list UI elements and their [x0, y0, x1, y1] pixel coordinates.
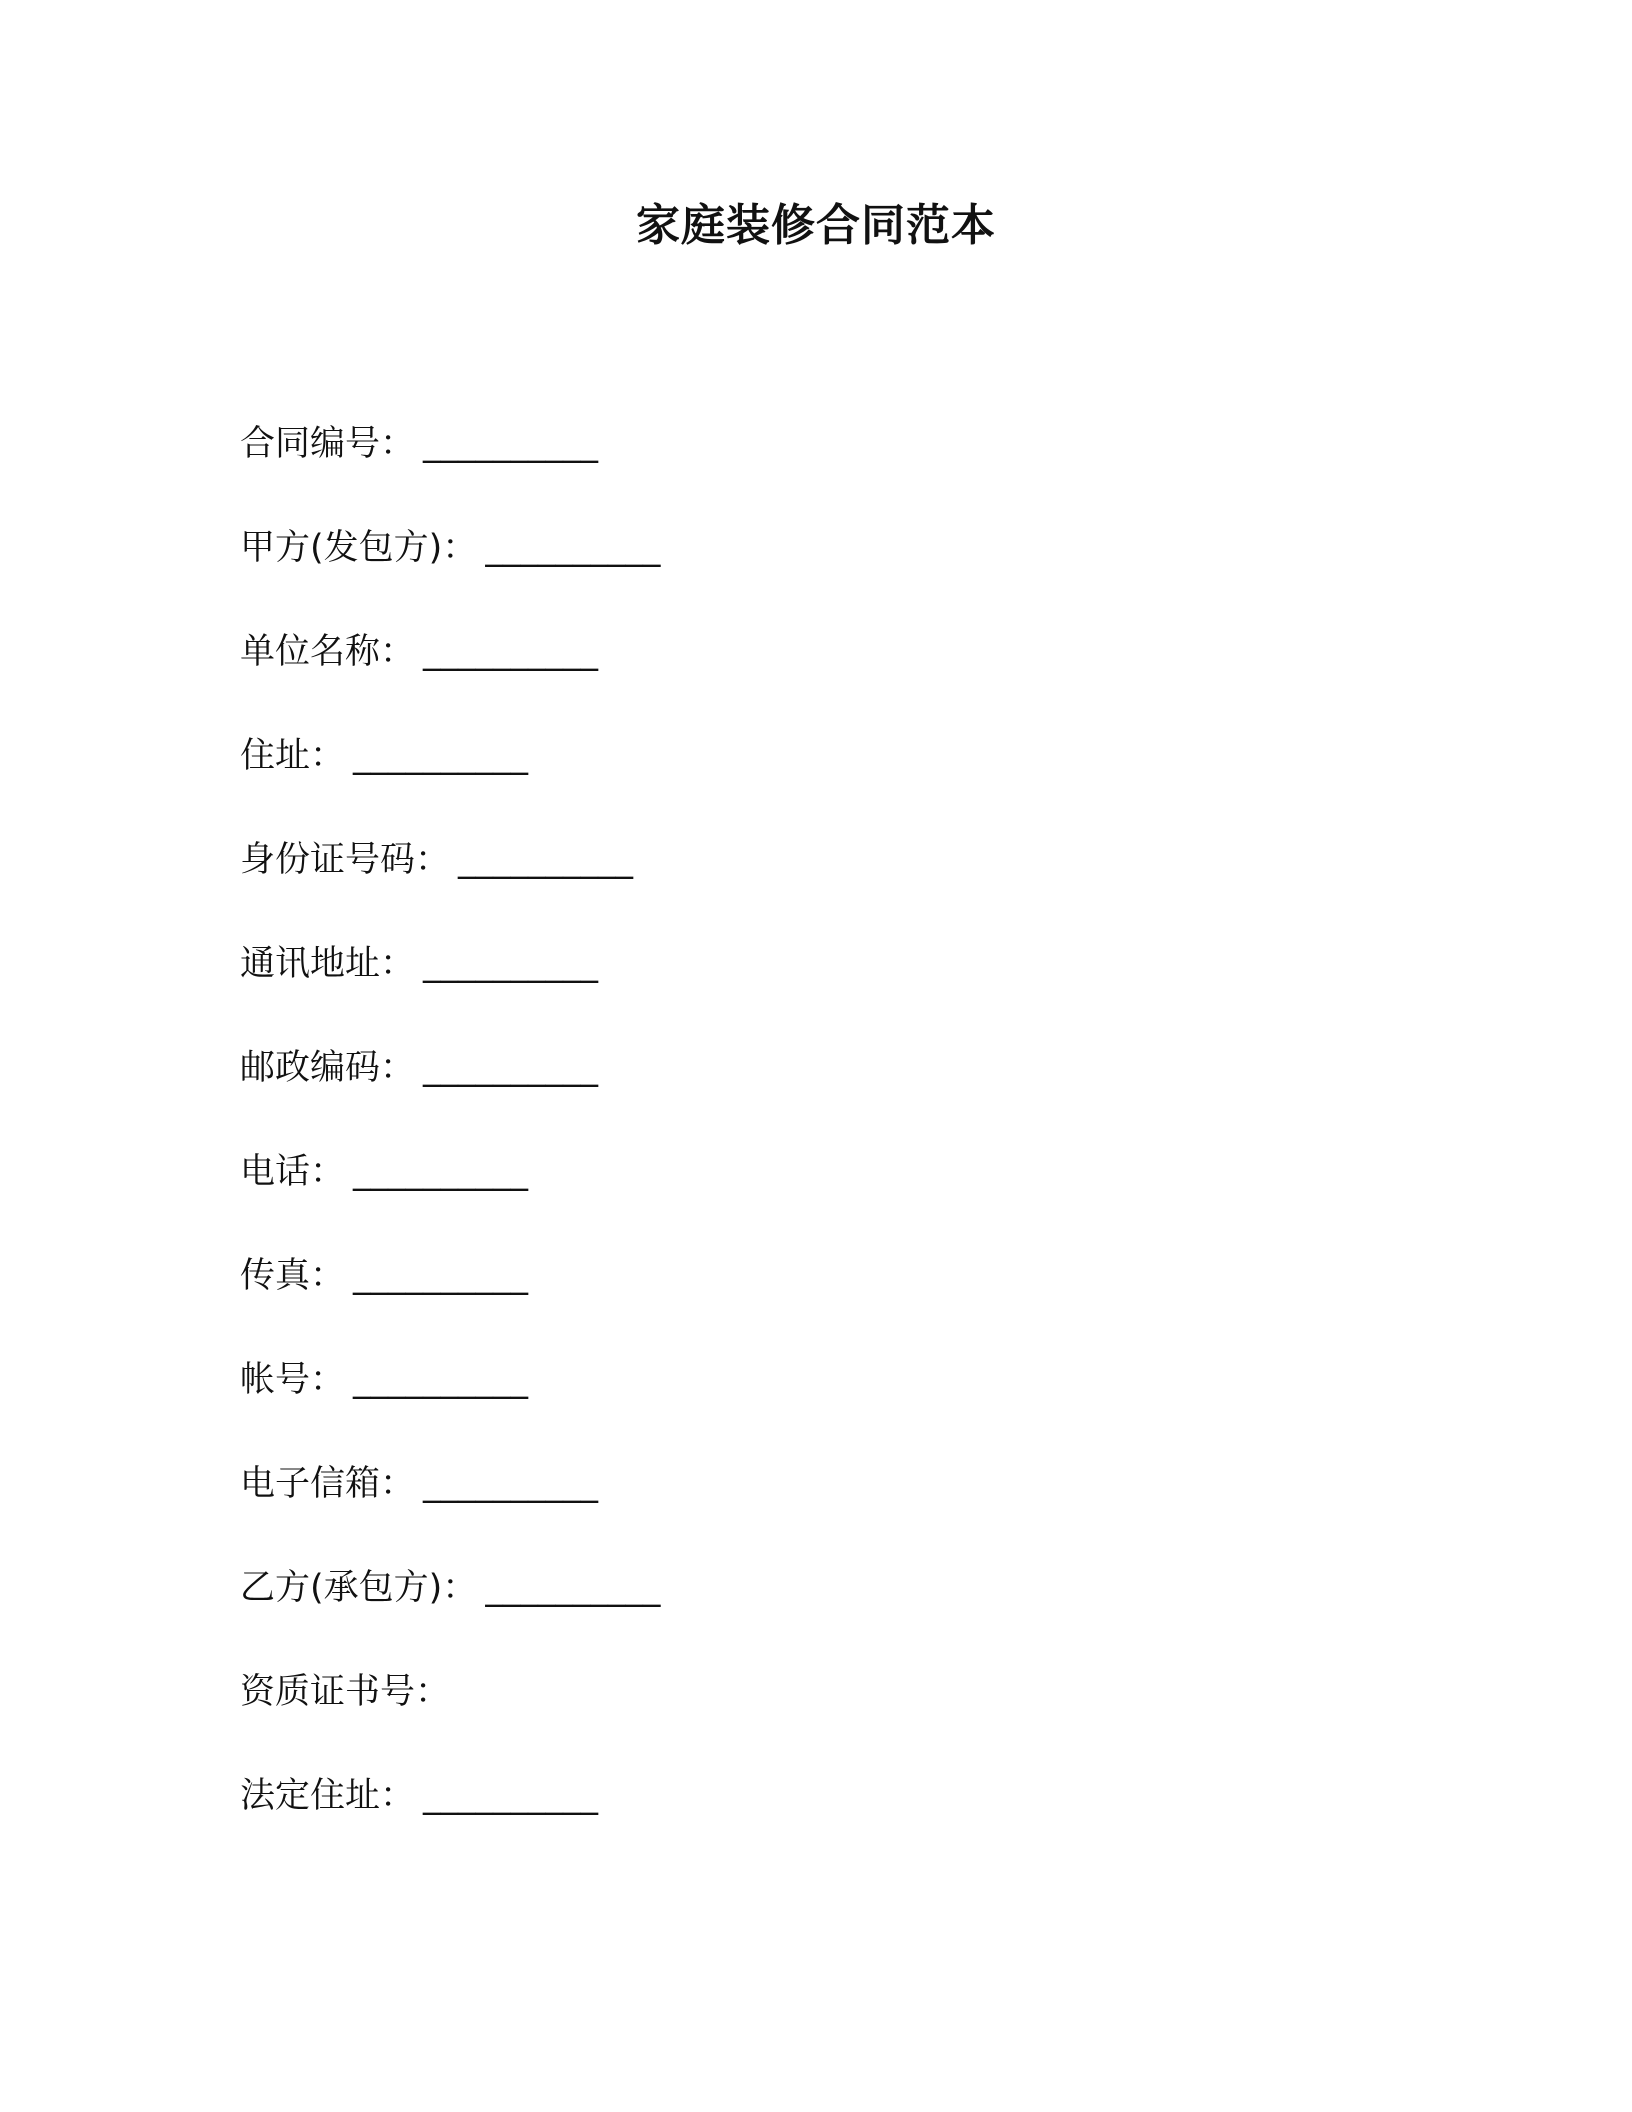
field-label: 资质证书号：	[240, 1672, 451, 1712]
field-label: 帐号：	[240, 1360, 346, 1400]
field-label: 乙方(承包方)：	[240, 1568, 478, 1608]
field-label: 通讯地址：	[240, 944, 416, 984]
field-label: 单位名称：	[240, 632, 416, 672]
field-blank: __________	[485, 528, 661, 568]
field-blank: __________	[423, 424, 599, 464]
field-party-a	[240, 520, 1440, 624]
field-label: 法定住址：	[240, 1776, 416, 1816]
field-address	[240, 728, 1440, 832]
field-label: 邮政编码：	[240, 1048, 416, 1088]
field-label: 甲方(发包方)：	[240, 528, 478, 568]
field-fax	[240, 1248, 1440, 1352]
field-blank: __________	[353, 1152, 529, 1192]
field-label: 合同编号：	[240, 424, 416, 464]
field-label: 住址：	[240, 736, 346, 776]
contract-fields	[240, 416, 1440, 1872]
field-blank: __________	[485, 1568, 661, 1608]
field-id-number	[240, 832, 1440, 936]
field-email	[240, 1456, 1440, 1560]
field-postal-code	[240, 1040, 1440, 1144]
field-blank: __________	[458, 840, 634, 880]
field-blank: __________	[353, 736, 529, 776]
field-blank: __________	[423, 632, 599, 672]
field-blank: __________	[423, 1464, 599, 1504]
field-label: 电子信箱：	[240, 1464, 416, 1504]
field-company-name	[240, 624, 1440, 728]
field-legal-address	[240, 1768, 1440, 1872]
field-label: 电话：	[240, 1152, 346, 1192]
field-account	[240, 1352, 1440, 1456]
field-blank: __________	[353, 1256, 529, 1296]
field-label: 身份证号码：	[240, 840, 451, 880]
field-certificate-number	[240, 1664, 1440, 1768]
document-title: 家庭装修合同范本	[636, 200, 996, 251]
field-blank: __________	[353, 1360, 529, 1400]
field-blank: __________	[423, 1776, 599, 1816]
field-phone	[240, 1144, 1440, 1248]
field-mailing-address	[240, 936, 1440, 1040]
field-label: 传真：	[240, 1256, 346, 1296]
field-contract-number	[240, 416, 1440, 520]
field-blank: __________	[423, 944, 599, 984]
field-party-b	[240, 1560, 1440, 1664]
field-blank: __________	[423, 1048, 599, 1088]
